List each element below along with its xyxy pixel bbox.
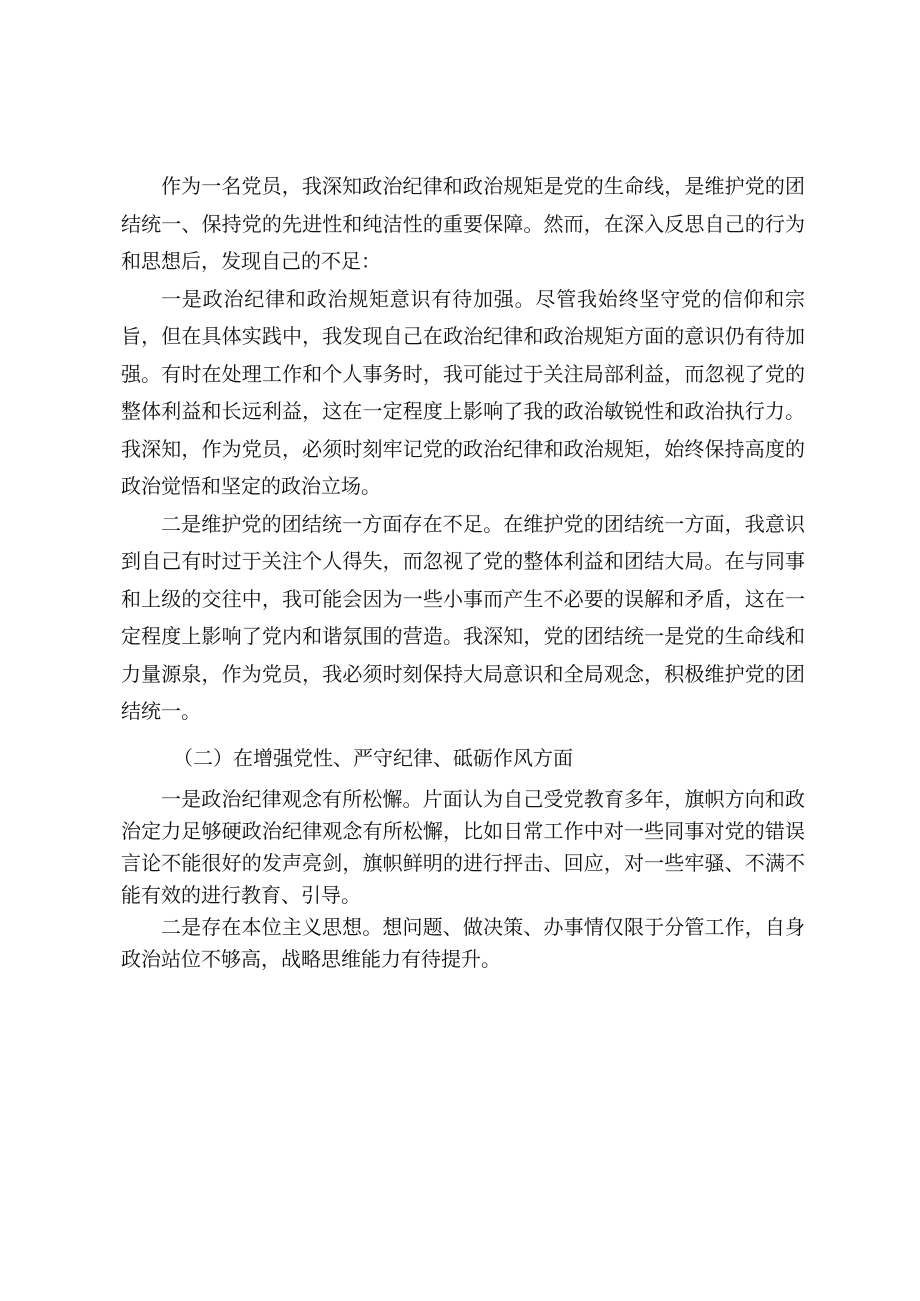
paragraph-discipline: 一是政治纪律观念有所松懈。片面认为自己受党教育多年，旗帜方向和政治定力足够硬政治纪律观念有所松懈，比如日常工作中对一些同事对党的错误言论不能很好的发声亮剑，旗帜鲜明的进行抨击、回应，对一些牢骚、不满不能有效的进行教育、引导。 xyxy=(121,787,805,907)
paragraph-point-1: 一是政治纪律和政治规矩意识有待加强。尽管我始终坚守党的信仰和宗旨，但在具体实践中，我发现自己在政治纪律和政治规矩方面的意识仍有待加强。有时在处理工作和个人事务时，我可能过于关注局部利益，而忽视了党的整体利益和长远利益，这在一定程度上影响了我的政治敏锐性和政治执行力。我深知，作为党员，必须时刻牢记党的政治纪律和政治规矩，始终保持高度的政治觉悟和坚定的政治立场。 xyxy=(121,286,805,498)
paragraph-departmentalism: 二是存在本位主义思想。想问题、做决策、办事情仅限于分管工作，自身政治站位不够高，战略思维能力有待提升。 xyxy=(121,915,805,971)
section-heading: （二）在增强党性、严守纪律、砥砺作风方面 xyxy=(173,745,573,770)
paragraph-point-2: 二是维护党的团结统一方面存在不足。在维护党的团结统一方面，我意识到自己有时过于关注个人得失，而忽视了党的整体利益和团结大局。在与同事和上级的交往中，我可能会因为一些小事而产生不必要的误解和矛盾，这在一定程度上影响了党内和谐氛围的营造。我深知，党的团结统一是党的生命线和力量源泉，作为党员，我必须时刻保持大局意识和全局观念，积极维护党的团结统一。 xyxy=(121,511,805,723)
document-body xyxy=(121,168,805,975)
paragraph-intro: 作为一名党员，我深知政治纪律和政治规矩是党的生命线，是维护党的团结统一、保持党的先进性和纯洁性的重要保障。然而，在深入反思自己的行为和思想后，发现自己的不足： xyxy=(121,174,805,273)
